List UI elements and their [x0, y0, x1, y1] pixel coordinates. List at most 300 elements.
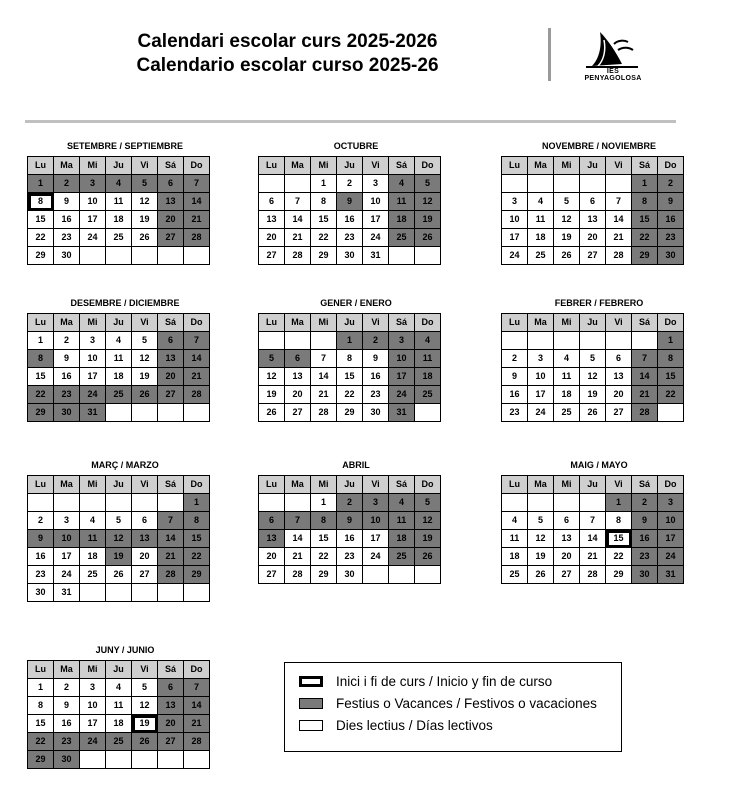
day-cell: 24 [528, 404, 554, 422]
day-cell: 4 [389, 175, 415, 193]
empty-cell [606, 175, 632, 193]
weekday-header: Sá [158, 314, 184, 332]
legend-label-lective: Dies lectius / Días lectivos [336, 717, 493, 733]
day-cell: 5 [132, 332, 158, 350]
weekday-header: Lu [28, 314, 54, 332]
day-cell: 18 [106, 211, 132, 229]
day-cell: 7 [632, 350, 658, 368]
day-cell: 3 [80, 679, 106, 697]
empty-cell [132, 751, 158, 769]
weekday-header: Do [415, 157, 441, 175]
weekday-header: Lu [259, 157, 285, 175]
day-cell: 9 [658, 193, 684, 211]
day-cell: 9 [632, 512, 658, 530]
day-cell: 9 [54, 350, 80, 368]
empty-cell [106, 751, 132, 769]
day-cell: 15 [632, 211, 658, 229]
day-cell: 5 [580, 350, 606, 368]
empty-cell [580, 494, 606, 512]
day-cell: 23 [363, 386, 389, 404]
day-cell: 14 [311, 368, 337, 386]
day-cell: 14 [580, 530, 606, 548]
day-cell: 6 [554, 512, 580, 530]
weekday-header: Ju [337, 157, 363, 175]
day-cell: 2 [337, 494, 363, 512]
weekday-header: Do [658, 314, 684, 332]
day-cell: 24 [502, 247, 528, 265]
day-cell: 30 [363, 404, 389, 422]
day-cell: 11 [389, 193, 415, 211]
day-cell: 19 [259, 386, 285, 404]
month-title: MAIG / MAYO [570, 460, 628, 470]
day-cell: 1 [606, 494, 632, 512]
weekday-header: Lu [502, 314, 528, 332]
day-cell: 12 [259, 368, 285, 386]
day-cell: 18 [80, 548, 106, 566]
day-cell: 17 [528, 386, 554, 404]
day-cell: 9 [363, 350, 389, 368]
day-cell: 31 [658, 566, 684, 584]
empty-cell [106, 584, 132, 602]
empty-cell [106, 494, 132, 512]
weekday-header: Vi [132, 314, 158, 332]
month-calendar [258, 313, 441, 422]
day-cell: 21 [580, 548, 606, 566]
day-cell: 25 [415, 386, 441, 404]
day-cell: 19 [528, 548, 554, 566]
day-cell: 27 [158, 386, 184, 404]
day-cell: 1 [311, 175, 337, 193]
day-cell: 28 [632, 404, 658, 422]
day-cell: 30 [337, 247, 363, 265]
day-cell: 26 [106, 566, 132, 584]
empty-cell [528, 175, 554, 193]
day-cell: 31 [363, 247, 389, 265]
weekday-header: Mi [80, 661, 106, 679]
weekday-header: Ju [580, 476, 606, 494]
weekday-header: Ju [580, 314, 606, 332]
day-cell: 13 [259, 211, 285, 229]
day-cell: 19 [132, 211, 158, 229]
day-cell: 23 [337, 548, 363, 566]
day-cell: 30 [658, 247, 684, 265]
empty-cell [554, 332, 580, 350]
day-cell: 22 [606, 548, 632, 566]
weekday-header: Lu [28, 476, 54, 494]
day-cell: 16 [363, 368, 389, 386]
day-cell: 25 [554, 404, 580, 422]
day-cell: 3 [80, 332, 106, 350]
weekday-header: Vi [363, 476, 389, 494]
day-cell: 9 [54, 193, 80, 211]
day-cell: 17 [80, 715, 106, 733]
day-cell: 5 [415, 175, 441, 193]
day-cell: 21 [311, 386, 337, 404]
empty-cell [528, 332, 554, 350]
logo-text: IES PENYAGOLOSA [584, 68, 642, 82]
day-cell: 2 [502, 350, 528, 368]
day-cell: 6 [285, 350, 311, 368]
weekday-header: Ju [106, 661, 132, 679]
day-cell: 7 [606, 193, 632, 211]
day-cell: 11 [554, 368, 580, 386]
day-cell: 8 [311, 193, 337, 211]
day-cell: 7 [184, 175, 210, 193]
day-cell: 20 [259, 229, 285, 247]
weekday-header: Do [184, 661, 210, 679]
day-cell: 12 [580, 368, 606, 386]
weekday-header: Sá [158, 661, 184, 679]
day-cell: 24 [80, 229, 106, 247]
weekday-header: Mi [80, 157, 106, 175]
day-cell: 6 [158, 175, 184, 193]
weekday-header: Sá [389, 314, 415, 332]
day-cell: 1 [28, 332, 54, 350]
day-cell: 16 [28, 548, 54, 566]
weekday-header: Ju [106, 314, 132, 332]
day-cell: 13 [606, 368, 632, 386]
day-cell: 8 [337, 350, 363, 368]
day-cell: 14 [158, 530, 184, 548]
legend-label-start-end: Inici i fi de curs / Inicio y fin de curso [336, 673, 553, 689]
weekday-header: Ma [285, 157, 311, 175]
day-cell: 14 [285, 530, 311, 548]
day-cell: 25 [389, 229, 415, 247]
month-calendar [27, 156, 210, 265]
weekday-header: Lu [502, 157, 528, 175]
day-cell: 24 [363, 229, 389, 247]
empty-cell [415, 247, 441, 265]
month-title: FEBRER / FEBRERO [554, 298, 644, 308]
empty-cell [502, 175, 528, 193]
day-cell: 5 [554, 193, 580, 211]
day-cell: 13 [554, 530, 580, 548]
day-cell: 20 [158, 715, 184, 733]
empty-cell [184, 247, 210, 265]
day-cell: 17 [658, 530, 684, 548]
month-title: GENER / ENERO [320, 298, 392, 308]
day-cell: 29 [28, 751, 54, 769]
day-cell: 27 [259, 566, 285, 584]
header-divider [548, 28, 551, 81]
day-cell: 11 [415, 350, 441, 368]
empty-cell [554, 175, 580, 193]
day-cell: 3 [363, 175, 389, 193]
day-cell: 27 [132, 566, 158, 584]
weekday-header: Do [184, 314, 210, 332]
day-cell: 7 [184, 679, 210, 697]
weekday-header: Ma [54, 157, 80, 175]
day-cell: 9 [337, 193, 363, 211]
day-cell: 25 [528, 247, 554, 265]
day-cell: 15 [606, 530, 632, 548]
weekday-header: Lu [502, 476, 528, 494]
day-cell: 16 [632, 530, 658, 548]
day-cell: 27 [158, 229, 184, 247]
weekday-header: Lu [259, 314, 285, 332]
day-cell: 3 [658, 494, 684, 512]
day-cell: 24 [54, 566, 80, 584]
weekday-header: Do [184, 476, 210, 494]
day-cell: 22 [28, 733, 54, 751]
day-cell: 23 [28, 566, 54, 584]
weekday-header: Sá [632, 314, 658, 332]
day-cell: 11 [389, 512, 415, 530]
day-cell: 4 [106, 679, 132, 697]
day-cell: 14 [606, 211, 632, 229]
weekday-header: Sá [158, 476, 184, 494]
day-cell: 18 [106, 368, 132, 386]
day-cell: 20 [132, 548, 158, 566]
weekday-header: Vi [363, 157, 389, 175]
day-cell: 15 [311, 530, 337, 548]
empty-cell [184, 404, 210, 422]
empty-cell [106, 404, 132, 422]
day-cell: 8 [28, 193, 54, 211]
legend-swatch-start-end [299, 676, 323, 687]
day-cell: 13 [580, 211, 606, 229]
day-cell: 15 [337, 368, 363, 386]
legend-label-holidays: Festius o Vacances / Festivos o vacaciones [336, 695, 597, 711]
title-valencian: Calendari escolar curs 2025-2026 [137, 31, 438, 52]
day-cell: 29 [337, 404, 363, 422]
month-title: NOVEMBRE / NOVIEMBRE [541, 141, 656, 151]
day-cell: 5 [132, 175, 158, 193]
day-cell: 28 [184, 229, 210, 247]
day-cell: 22 [28, 386, 54, 404]
day-cell: 31 [389, 404, 415, 422]
weekday-header: Ma [528, 476, 554, 494]
day-cell: 13 [158, 193, 184, 211]
day-cell: 16 [54, 368, 80, 386]
day-cell: 25 [106, 386, 132, 404]
day-cell: 1 [632, 175, 658, 193]
empty-cell [80, 494, 106, 512]
day-cell: 19 [132, 368, 158, 386]
day-cell: 17 [363, 211, 389, 229]
weekday-header: Vi [132, 661, 158, 679]
day-cell: 21 [158, 548, 184, 566]
weekday-header: Sá [389, 476, 415, 494]
day-cell: 15 [28, 368, 54, 386]
day-cell: 30 [28, 584, 54, 602]
day-cell: 14 [184, 193, 210, 211]
empty-cell [259, 175, 285, 193]
day-cell: 9 [28, 530, 54, 548]
empty-cell [80, 584, 106, 602]
weekday-header: Vi [132, 157, 158, 175]
day-cell: 6 [158, 332, 184, 350]
day-cell: 15 [658, 368, 684, 386]
day-cell: 17 [502, 229, 528, 247]
empty-cell [554, 494, 580, 512]
day-cell: 8 [606, 512, 632, 530]
day-cell: 29 [311, 247, 337, 265]
weekday-header: Mi [311, 157, 337, 175]
day-cell: 29 [28, 404, 54, 422]
day-cell: 8 [184, 512, 210, 530]
day-cell: 26 [580, 404, 606, 422]
day-cell: 29 [606, 566, 632, 584]
day-cell: 11 [528, 211, 554, 229]
weekday-header: Ma [528, 314, 554, 332]
day-cell: 23 [632, 548, 658, 566]
empty-cell [259, 494, 285, 512]
empty-cell [580, 332, 606, 350]
weekday-header: Lu [28, 157, 54, 175]
day-cell: 4 [554, 350, 580, 368]
weekday-header: Ju [106, 476, 132, 494]
day-cell: 4 [106, 332, 132, 350]
day-cell: 31 [54, 584, 80, 602]
day-cell: 19 [415, 211, 441, 229]
weekday-header: Vi [132, 476, 158, 494]
day-cell: 14 [285, 211, 311, 229]
day-cell: 28 [580, 566, 606, 584]
day-cell: 3 [502, 193, 528, 211]
legend [284, 662, 622, 752]
day-cell: 13 [259, 530, 285, 548]
day-cell: 4 [528, 193, 554, 211]
day-cell: 17 [389, 368, 415, 386]
empty-cell [658, 404, 684, 422]
day-cell: 26 [132, 229, 158, 247]
weekday-header: Mi [80, 314, 106, 332]
day-cell: 29 [184, 566, 210, 584]
empty-cell [363, 566, 389, 584]
empty-cell [389, 566, 415, 584]
day-cell: 4 [415, 332, 441, 350]
day-cell: 2 [363, 332, 389, 350]
empty-cell [415, 404, 441, 422]
day-cell: 23 [337, 229, 363, 247]
day-cell: 10 [80, 697, 106, 715]
weekday-header: Vi [606, 314, 632, 332]
day-cell: 13 [132, 530, 158, 548]
day-cell: 3 [80, 175, 106, 193]
day-cell: 11 [106, 350, 132, 368]
weekday-header: Sá [158, 157, 184, 175]
month-title: MARÇ / MARZO [91, 460, 159, 470]
day-cell: 11 [106, 697, 132, 715]
month-title: JUNY / JUNIO [95, 645, 155, 655]
day-cell: 7 [285, 193, 311, 211]
day-cell: 12 [132, 193, 158, 211]
empty-cell [158, 751, 184, 769]
day-cell: 20 [158, 211, 184, 229]
day-cell: 25 [80, 566, 106, 584]
day-cell: 10 [54, 530, 80, 548]
day-cell: 18 [502, 548, 528, 566]
day-cell: 2 [658, 175, 684, 193]
day-cell: 23 [54, 386, 80, 404]
day-cell: 14 [184, 350, 210, 368]
day-cell: 21 [184, 715, 210, 733]
header-rule [25, 120, 676, 123]
day-cell: 5 [132, 679, 158, 697]
month-title: OCTUBRE [333, 141, 379, 151]
weekday-header: Ma [54, 476, 80, 494]
weekday-header: Mi [554, 157, 580, 175]
empty-cell [184, 751, 210, 769]
day-cell: 19 [554, 229, 580, 247]
day-cell: 28 [158, 566, 184, 584]
day-cell: 24 [389, 386, 415, 404]
day-cell: 28 [285, 247, 311, 265]
empty-cell [415, 566, 441, 584]
empty-cell [606, 332, 632, 350]
day-cell: 8 [28, 350, 54, 368]
day-cell: 1 [311, 494, 337, 512]
day-cell: 10 [528, 368, 554, 386]
day-cell: 20 [554, 548, 580, 566]
weekday-header: Ju [337, 476, 363, 494]
day-cell: 26 [259, 404, 285, 422]
day-cell: 27 [285, 404, 311, 422]
day-cell: 13 [158, 350, 184, 368]
day-cell: 28 [285, 566, 311, 584]
day-cell: 20 [580, 229, 606, 247]
empty-cell [311, 332, 337, 350]
day-cell: 9 [337, 512, 363, 530]
empty-cell [580, 175, 606, 193]
day-cell: 6 [580, 193, 606, 211]
day-cell: 10 [502, 211, 528, 229]
day-cell: 29 [311, 566, 337, 584]
weekday-header: Ju [337, 314, 363, 332]
day-cell: 8 [28, 697, 54, 715]
weekday-header: Vi [606, 157, 632, 175]
month-calendar [258, 156, 441, 265]
empty-cell [106, 247, 132, 265]
day-cell: 26 [528, 566, 554, 584]
day-cell: 14 [632, 368, 658, 386]
legend-row-start-end [299, 671, 552, 691]
day-cell: 24 [658, 548, 684, 566]
weekday-header: Mi [80, 476, 106, 494]
day-cell: 12 [415, 193, 441, 211]
day-cell: 27 [580, 247, 606, 265]
month-calendar [501, 313, 684, 422]
day-cell: 4 [502, 512, 528, 530]
day-cell: 10 [363, 512, 389, 530]
day-cell: 21 [632, 386, 658, 404]
day-cell: 24 [80, 386, 106, 404]
day-cell: 10 [389, 350, 415, 368]
day-cell: 22 [311, 548, 337, 566]
day-cell: 7 [158, 512, 184, 530]
day-cell: 8 [658, 350, 684, 368]
empty-cell [158, 584, 184, 602]
day-cell: 22 [658, 386, 684, 404]
day-cell: 12 [132, 697, 158, 715]
day-cell: 6 [259, 193, 285, 211]
weekday-header: Sá [632, 157, 658, 175]
day-cell: 22 [632, 229, 658, 247]
day-cell: 15 [311, 211, 337, 229]
day-cell: 12 [554, 211, 580, 229]
day-cell: 16 [502, 386, 528, 404]
month-title: SETEMBRE / SEPTIEMBRE [66, 141, 183, 151]
day-cell: 18 [415, 368, 441, 386]
day-cell: 22 [28, 229, 54, 247]
weekday-header: Do [415, 476, 441, 494]
day-cell: 17 [80, 368, 106, 386]
empty-cell [632, 332, 658, 350]
day-cell: 7 [184, 332, 210, 350]
day-cell: 10 [363, 193, 389, 211]
day-cell: 27 [606, 404, 632, 422]
